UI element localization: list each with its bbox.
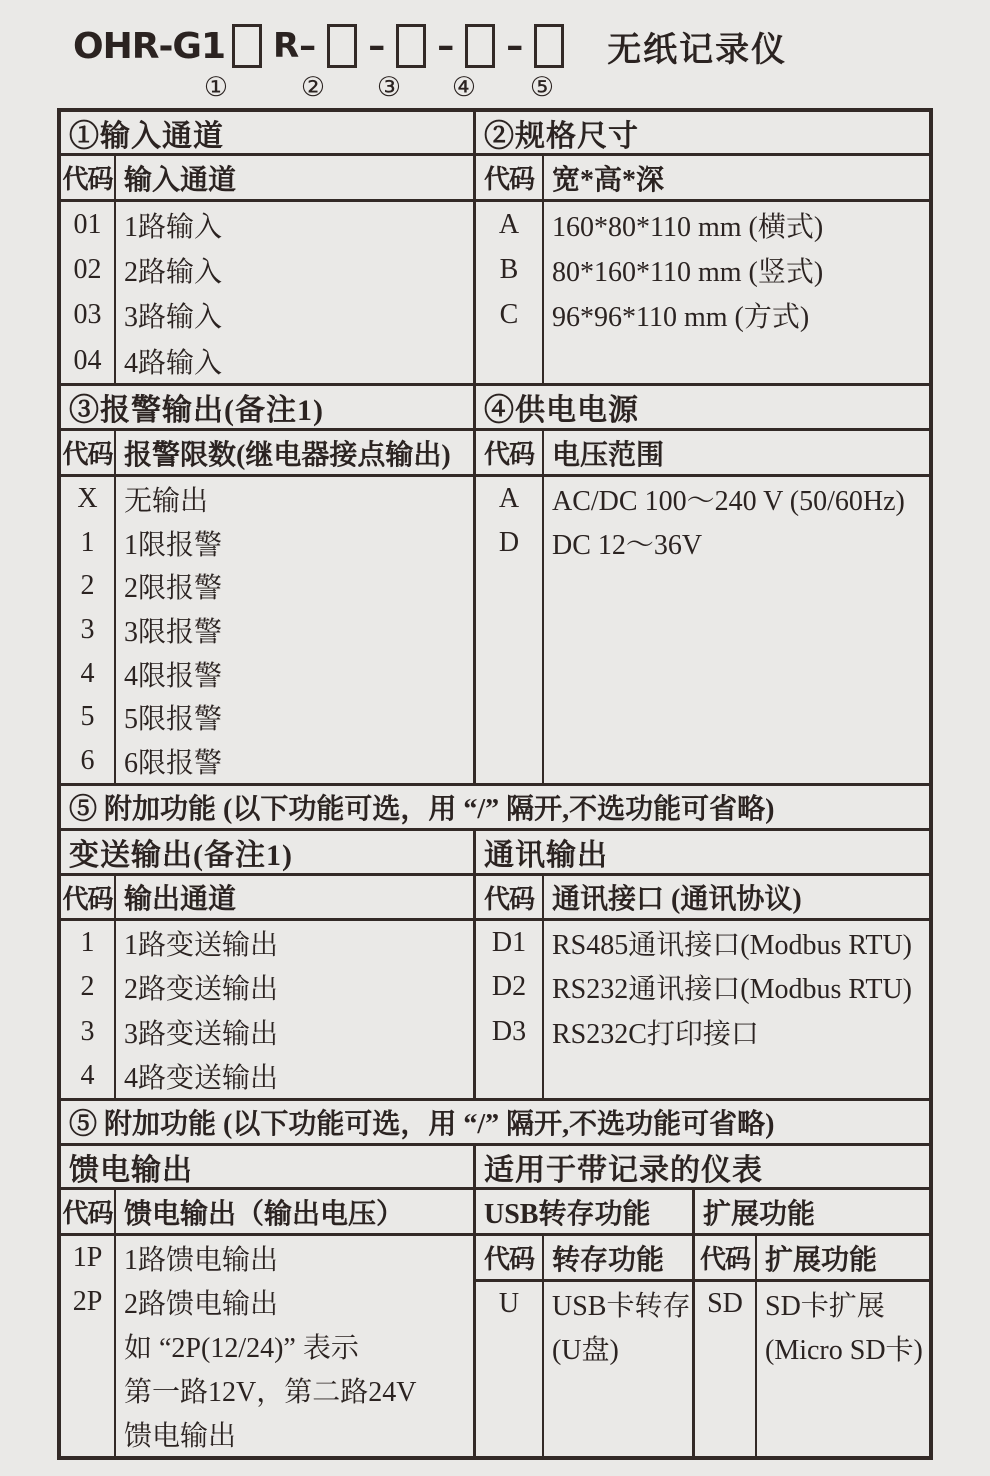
s3-desc: 6限报警 <box>124 747 223 779</box>
s2-code-column <box>476 202 544 383</box>
s4-desc: AC/DC 100～240 V (50/60Hz) <box>552 485 905 517</box>
s3-desc: 5限报警 <box>124 704 223 736</box>
s1-desc: 2路输入 <box>124 256 223 288</box>
s5-code-column <box>61 921 116 1098</box>
s1-code-column <box>61 202 116 383</box>
s5-desc: 3路变送输出 <box>124 1018 279 1050</box>
s2-code: A <box>498 208 520 240</box>
s5-code: 3 <box>80 1015 95 1047</box>
model-dash-1: – <box>368 26 386 66</box>
sd-code-header: 代码 <box>695 1236 757 1279</box>
section-header-row-4 <box>61 1146 929 1190</box>
model-placeholder-box-3 <box>396 24 426 68</box>
s3-desc-header: 报警限数(继电器接点输出) <box>116 431 476 474</box>
s2-code: B <box>499 253 519 285</box>
s7-code: 2P <box>72 1286 103 1317</box>
s4-desc-header: 电压范围 <box>552 439 665 471</box>
model-placeholder-box-4 <box>465 24 495 68</box>
s5-desc: 1路变送输出 <box>124 930 279 962</box>
extras-banner-text: ⑤ 附加功能 (以下功能可选，用 “/” 隔开,不选功能可省略) <box>69 794 775 825</box>
s6-code: D2 <box>491 971 527 1003</box>
s7-code-header: 代码 <box>61 1190 116 1233</box>
sd-subsection-title: 扩展功能 <box>703 1198 816 1230</box>
sub-column-header-row <box>476 1236 929 1282</box>
model-segment-r: R– <box>273 26 317 66</box>
sd-desc-line: SD卡扩展 <box>765 1291 885 1322</box>
s3-code: X <box>77 482 98 514</box>
s1-desc: 3路输入 <box>124 302 223 334</box>
product-name: 无纸记录仪 <box>607 31 788 69</box>
s3-desc: 无输出 <box>124 485 209 517</box>
power-feed-header: 馈电输出 <box>61 1146 476 1187</box>
usb-desc-column <box>544 1282 695 1456</box>
column-header-row-1 <box>61 156 929 202</box>
s3-desc: 4限报警 <box>124 660 223 692</box>
s7-desc-note: 第一路12V，第二路24V <box>124 1377 417 1408</box>
s1-code-header: 代码 <box>61 156 116 199</box>
s6-desc: RS485通讯接口(Modbus RTU) <box>552 930 913 962</box>
column-header-row-4 <box>61 1190 929 1236</box>
s6-desc: RS232C打印接口 <box>552 1018 759 1050</box>
column-header-row-3 <box>61 876 929 921</box>
s7-desc-column <box>116 1236 476 1456</box>
s4-desc: DC 12～36V <box>552 529 703 561</box>
section-2-header: ②规格尺寸 <box>484 119 639 153</box>
s2-desc: 96*96*110 mm (方式) <box>552 302 810 334</box>
sd-code-column <box>695 1282 757 1456</box>
model-dash-3: – <box>506 26 524 66</box>
usb-code-header: 代码 <box>476 1236 544 1279</box>
s3-code: 6 <box>80 744 95 776</box>
s1-desc-column <box>116 202 476 383</box>
s4-code: D <box>498 526 520 558</box>
s5-code: 2 <box>80 971 95 1003</box>
section-1-header: ①输入通道 <box>61 112 476 153</box>
section-3-header: ③报警输出(备注1) <box>61 386 476 428</box>
position-marker-1: ① <box>203 72 229 102</box>
position-marker-5: ⑤ <box>529 72 555 102</box>
s6-code-column <box>476 921 544 1098</box>
s2-desc-column <box>544 202 929 383</box>
extras-banner-row-1 <box>61 786 929 831</box>
s4-code-column <box>476 477 544 783</box>
s4-desc-column <box>544 477 929 783</box>
s3-desc: 3限报警 <box>124 616 223 648</box>
s6-code: D1 <box>491 927 527 959</box>
transmit-output-header: 变送输出(备注1) <box>61 831 476 873</box>
usb-desc-header: 转存功能 <box>544 1236 695 1279</box>
s3-code-column <box>61 477 116 783</box>
comm-output-header: 通讯输出 <box>484 839 608 872</box>
sub-data-row <box>476 1282 929 1456</box>
section-header-row-2 <box>61 386 929 431</box>
ordering-code-table <box>57 108 933 1460</box>
section-4-header: ④供电电源 <box>484 394 639 427</box>
s3-code: 3 <box>80 613 95 645</box>
s2-desc: 160*80*110 mm (横式) <box>552 211 824 243</box>
model-prefix: OHR-G1 <box>73 25 225 67</box>
s7-code: 1P <box>72 1242 103 1273</box>
s3-code: 5 <box>80 701 95 733</box>
s5-desc: 4路变送输出 <box>124 1063 279 1095</box>
s6-desc: RS232通讯接口(Modbus RTU) <box>552 974 913 1006</box>
position-marker-2: ② <box>300 72 326 102</box>
sd-desc-line: (Micro SD卡) <box>765 1335 923 1366</box>
s7-desc: 1路馈电输出 <box>124 1245 279 1276</box>
s1-desc: 1路输入 <box>124 211 223 243</box>
extras-banner-text: ⑤ 附加功能 (以下功能可选，用 “/” 隔开,不选功能可省略) <box>69 1109 775 1140</box>
s3-code: 2 <box>80 570 95 602</box>
model-placeholder-box-5 <box>534 24 564 68</box>
s7-code-column <box>61 1236 116 1456</box>
usb-desc-line: USB卡转存 <box>552 1291 691 1322</box>
position-marker-4: ④ <box>451 72 477 102</box>
usb-code: U <box>498 1288 520 1319</box>
s5-code: 4 <box>80 1060 95 1092</box>
usb-subsection-title: USB转存功能 <box>476 1190 695 1233</box>
sd-desc-column <box>757 1282 929 1456</box>
s1-code: 01 <box>73 208 102 240</box>
extras-banner-row-2 <box>61 1101 929 1146</box>
data-row-2 <box>61 477 929 786</box>
s1-code: 03 <box>73 299 102 331</box>
s5-desc: 2路变送输出 <box>124 974 279 1006</box>
s2-desc: 80*160*110 mm (竖式) <box>552 256 824 288</box>
s6-code-header: 代码 <box>476 876 544 918</box>
position-marker-3: ③ <box>376 72 402 102</box>
model-dash-2: – <box>437 26 455 66</box>
s3-code-header: 代码 <box>61 431 116 474</box>
data-row-4 <box>61 1236 929 1456</box>
s6-desc-header: 通讯接口 (通讯协议) <box>552 884 802 915</box>
s2-desc-header: 宽*高*深 <box>552 164 665 196</box>
usb-desc-line: (U盘) <box>552 1335 619 1366</box>
model-placeholder-box-1 <box>232 24 262 68</box>
recording-models-header: 适用于带记录的仪表 <box>484 1153 763 1187</box>
s6-desc-column <box>544 921 929 1098</box>
data-row-1 <box>61 202 929 386</box>
s3-desc: 2限报警 <box>124 573 223 605</box>
s3-desc-column <box>116 477 476 783</box>
s7-desc: 2路馈电输出 <box>124 1289 279 1320</box>
s1-code: 02 <box>73 253 102 285</box>
model-code-line <box>73 18 787 74</box>
data-row-3 <box>61 921 929 1101</box>
s6-code: D3 <box>491 1015 527 1047</box>
s3-code: 1 <box>80 526 95 558</box>
usb-code-column <box>476 1282 544 1456</box>
section-header-row-1 <box>61 112 929 156</box>
s5-code-header: 代码 <box>61 876 116 918</box>
s1-desc-header: 输入通道 <box>116 156 476 199</box>
column-header-row-2 <box>61 431 929 477</box>
s7-desc-note: 馈电输出 <box>124 1421 237 1452</box>
sd-desc-header: 扩展功能 <box>765 1244 878 1276</box>
s3-code: 4 <box>80 657 95 689</box>
s1-desc: 4路输入 <box>124 347 223 379</box>
s5-desc-header: 输出通道 <box>116 876 476 918</box>
s5-code: 1 <box>80 927 95 959</box>
model-placeholder-box-2 <box>327 24 357 68</box>
section-header-row-3 <box>61 831 929 876</box>
s3-desc: 1限报警 <box>124 529 223 561</box>
s5-desc-column <box>116 921 476 1098</box>
sd-code: SD <box>707 1288 743 1319</box>
s7-desc-header: 馈电输出（输出电压） <box>116 1190 476 1233</box>
s1-code: 04 <box>73 344 102 376</box>
s4-code-header: 代码 <box>476 431 544 474</box>
s7-desc-note: 如 “2P(12/24)” 表示 <box>124 1333 359 1364</box>
s2-code-header: 代码 <box>476 156 544 199</box>
s2-code: C <box>499 299 519 331</box>
s4-code: A <box>498 482 520 514</box>
recording-subtables <box>476 1236 929 1456</box>
